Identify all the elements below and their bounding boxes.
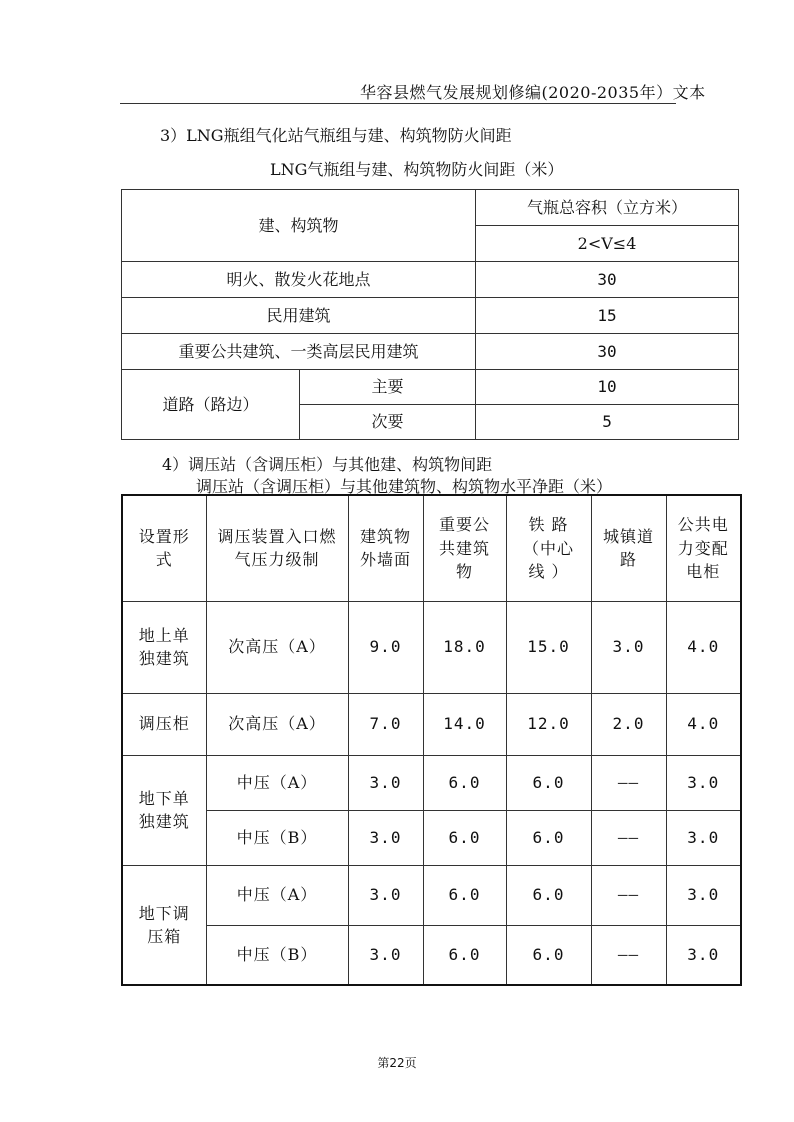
table-2-cabinet: 4.0 [666,693,741,755]
table-2-rail: 6.0 [506,810,591,865]
table-2-form: 地下单独建筑 [122,755,206,865]
lng-distance-table [121,189,739,440]
page-number: 第22页 [377,1056,417,1070]
table-1-row-value: 30 [476,262,739,298]
table-2-cabinet: 3.0 [666,865,741,925]
table-2-form: 地上单独建筑 [122,601,206,693]
table-1-row-value: 30 [476,334,739,370]
table-2-road: —— [591,865,666,925]
table-2-road: 2.0 [591,693,666,755]
table-2-pressure: 中压（A） [206,755,348,810]
table-2-wall: 3.0 [348,755,423,810]
table-2-wall: 3.0 [348,810,423,865]
table-2-head-public: 重要公共建筑物 [423,495,506,601]
table-2-rail: 12.0 [506,693,591,755]
section-3-heading: 3）LNG瓶组气化站气瓶组与建、构筑物防火间距 [160,126,512,145]
table-2-wall: 3.0 [348,925,423,985]
table-2-wall: 7.0 [348,693,423,755]
regulator-distance-table [121,494,742,986]
section-4-heading: 4）调压站（含调压柜）与其他建、构筑物间距 [162,455,493,474]
table-2-head-wall: 建筑物外墙面 [348,495,423,601]
table-2-pressure: 次高压（A） [206,601,348,693]
table-2-head-rail: 铁 路（中心线 ） [506,495,591,601]
table-2-cabinet: 4.0 [666,601,741,693]
table-2-head-road: 城镇道路 [591,495,666,601]
table-2-rail: 15.0 [506,601,591,693]
table-1-road-main-label: 主要 [300,370,476,405]
table-2-cabinet: 3.0 [666,810,741,865]
table-1-title: LNG气瓶组与建、构筑物防火间距（米） [270,160,564,179]
table-1-row-label: 重要公共建筑、一类高层民用建筑 [122,334,476,370]
table-1-row-value: 15 [476,298,739,334]
table-2-head-pressure: 调压装置入口燃气压力级制 [206,495,348,601]
table-2-road: —— [591,755,666,810]
table-2-wall: 9.0 [348,601,423,693]
table-2-road: 3.0 [591,601,666,693]
table-2-public: 6.0 [423,925,506,985]
table-1-row-label: 明火、散发火花地点 [122,262,476,298]
table-2-title: 调压站（含调压柜）与其他建筑物、构筑物水平净距（米） [196,477,613,496]
document-header: 华容县燃气发展规划修编(2020-2035年）文本 [360,83,706,102]
table-1-head-volume: 气瓶总容积（立方米） [476,190,739,226]
table-2-pressure: 次高压（A） [206,693,348,755]
table-2-pressure: 中压（B） [206,810,348,865]
table-2-pressure: 中压（B） [206,925,348,985]
table-2-public: 6.0 [423,755,506,810]
table-2-road: —— [591,810,666,865]
table-2-public: 18.0 [423,601,506,693]
table-1-head-range: 2<V≤4 [476,226,739,262]
table-1-road-minor-label: 次要 [300,405,476,440]
header-divider [120,103,676,104]
table-2-form: 地下调压箱 [122,865,206,985]
table-2-form: 调压柜 [122,693,206,755]
table-1-road-label: 道路（路边） [122,370,300,440]
table-2-wall: 3.0 [348,865,423,925]
table-2-public: 6.0 [423,810,506,865]
table-2-rail: 6.0 [506,755,591,810]
table-1-head-structure: 建、构筑物 [122,190,476,262]
table-1-road-minor-value: 5 [476,405,739,440]
table-2-head-form: 设置形式 [122,495,206,601]
table-2-cabinet: 3.0 [666,755,741,810]
table-2-rail: 6.0 [506,865,591,925]
table-1-row-label: 民用建筑 [122,298,476,334]
table-2-rail: 6.0 [506,925,591,985]
table-2-public: 6.0 [423,865,506,925]
table-2-cabinet: 3.0 [666,925,741,985]
table-2-head-cabinet: 公共电力变配电柜 [666,495,741,601]
table-2-pressure: 中压（A） [206,865,348,925]
table-2-public: 14.0 [423,693,506,755]
table-1-road-main-value: 10 [476,370,739,405]
table-2-road: —— [591,925,666,985]
